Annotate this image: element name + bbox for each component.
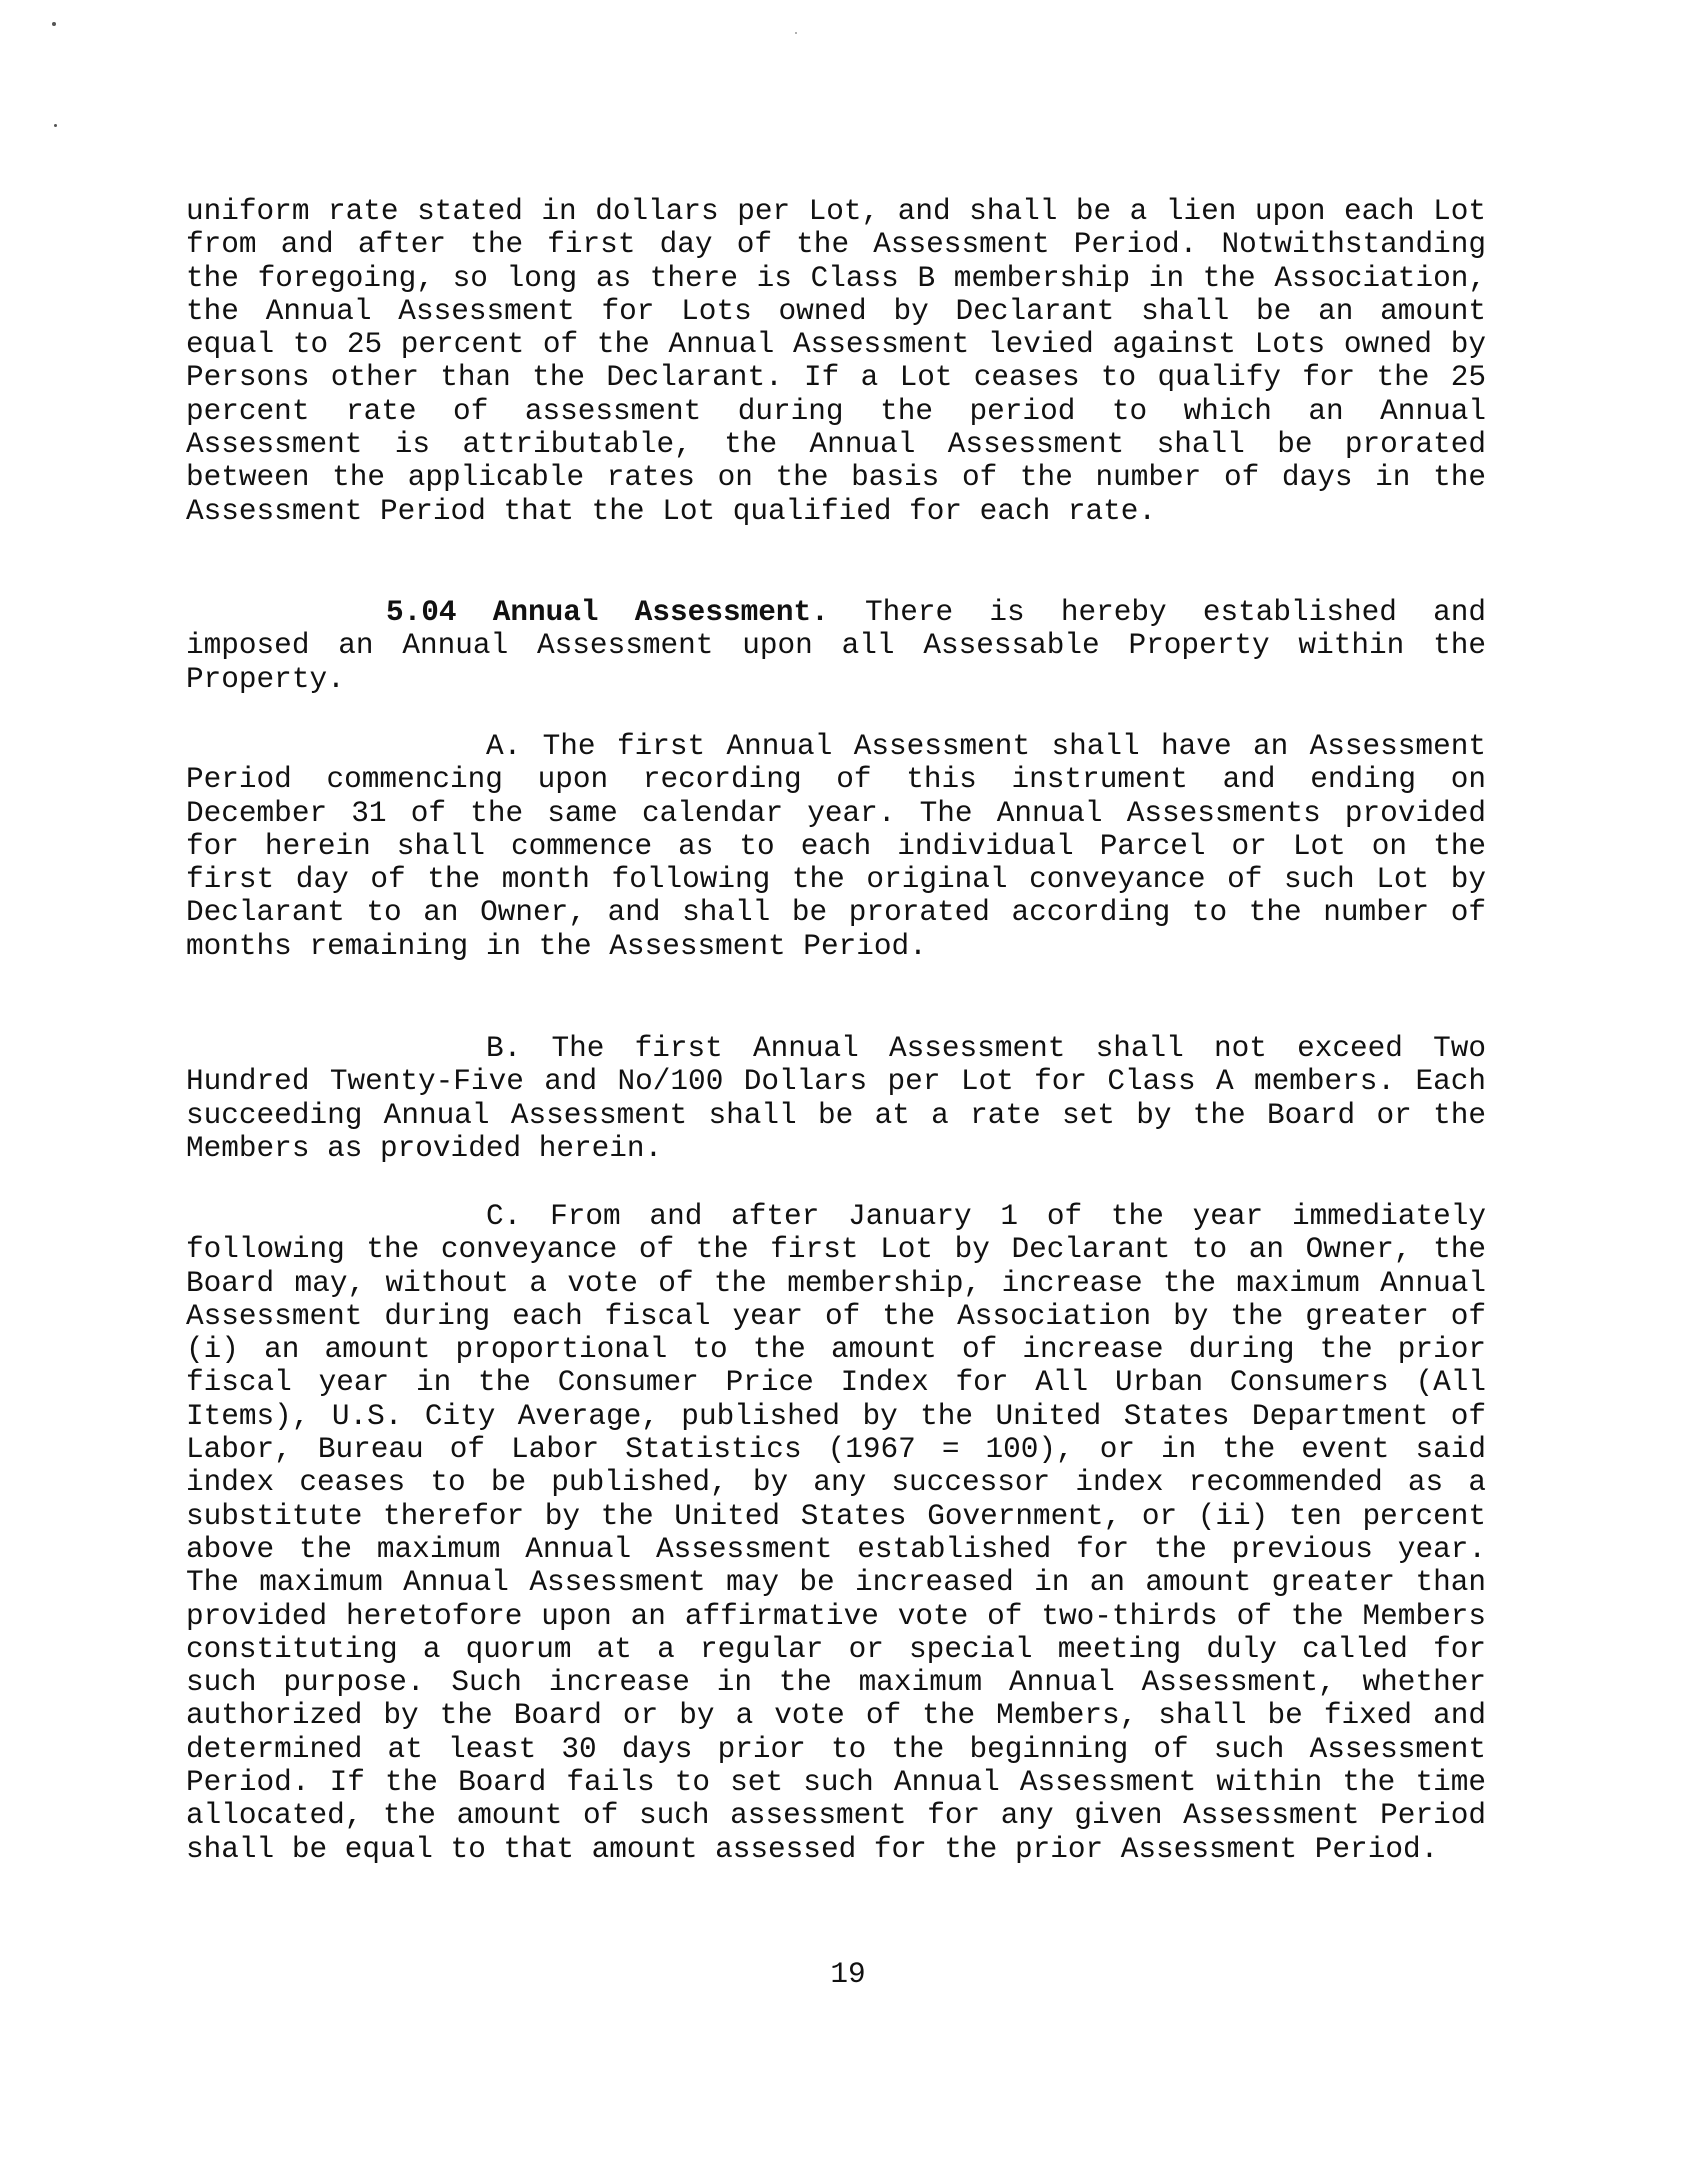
subsection-b [186, 1032, 1486, 1165]
scan-speck [54, 124, 57, 127]
subsection-b-text: B. The first Annual Assessment shall not exceed Two Hundred Twenty-Five and No/100 Dollars per Lot for Class A members. Each succeeding Annual Assessment shall be at a rate set by the Board or the Members as provided herein. [186, 1032, 1486, 1165]
subsection-c-text: C. From and after January 1 of the year immediately following the conveyance of the first Lot by Declarant to an Owner, the Board may, without a vote of the membership, increase the maximum Annual Assessment during each fiscal year of the Association by the greater of (i) an amount proportional to the amount of increase during the prior fiscal year in the Consumer Price Index for All Urban Consumers (All Items), U.S. City Average, published by the United States Department of Labor, Bureau of Labor Statistics (1967 = 100), or in the event said index ceases to be published, by any successor index recommended as a substitute therefor by the United States Government, or (ii) ten percent above the maximum Annual Assessment established for the previous year. The maximum Annual Assessment may be increased in an amount greater than provided heretofore upon an affirmative vote of two-thirds of the Members constituting a quorum at a regular or special meeting duly called for such purpose. Such increase in the maximum Annual Assessment, whether authorized by the Board or by a vote of the Members, shall be fixed and determined at least 30 days prior to the beginning of such Assessment Period. If the Board fails to set such Annual Assessment within the time allocated, the amount of such assessment for any given Assessment Period shall be equal to that amount assessed for the prior Assessment Period. [186, 1200, 1486, 1866]
scan-speck [52, 22, 56, 26]
subsection-c [186, 1200, 1486, 1866]
section-heading: 5.04 Annual Assessment. [386, 596, 829, 629]
section-text: There is hereby established and imposed an Annual Assessment upon all Assessable Property within the Property. [186, 596, 1486, 696]
subsection-a [186, 730, 1486, 963]
subsection-a-text: A. The first Annual Assessment shall have an Assessment Period commencing upon recording of this instrument and ending on December 31 of the same calendar year. The Annual Assessments provided for herein shall commence as to each individual Parcel or Lot on the first day of the month following the original conveyance of such Lot by Declarant to an Owner, and shall be prorated according to the number of months remaining in the Assessment Period. [186, 730, 1486, 963]
section-5-04 [186, 596, 1486, 696]
scan-speck [795, 32, 797, 34]
paragraph-continuation: uniform rate stated in dollars per Lot, and shall be a lien upon each Lot from and after the first day of the Assessment Period. Notwithstanding the foregoing, so long as there is Class B membership in the Association, the Annual Assessment for Lots owned by Declarant shall be an amount equal to 25 percent of the Annual Assessment levied against Lots owned by Persons other than the Declarant. If a Lot ceases to qualify for the 25 percent rate of assessment during the period to which an Annual Assessment is attributable, the Annual Assessment shall be prorated between the applicable rates on the basis of the number of days in the Assessment Period that the Lot qualified for each rate. [186, 195, 1486, 528]
page-number: 19 [830, 1958, 866, 1991]
